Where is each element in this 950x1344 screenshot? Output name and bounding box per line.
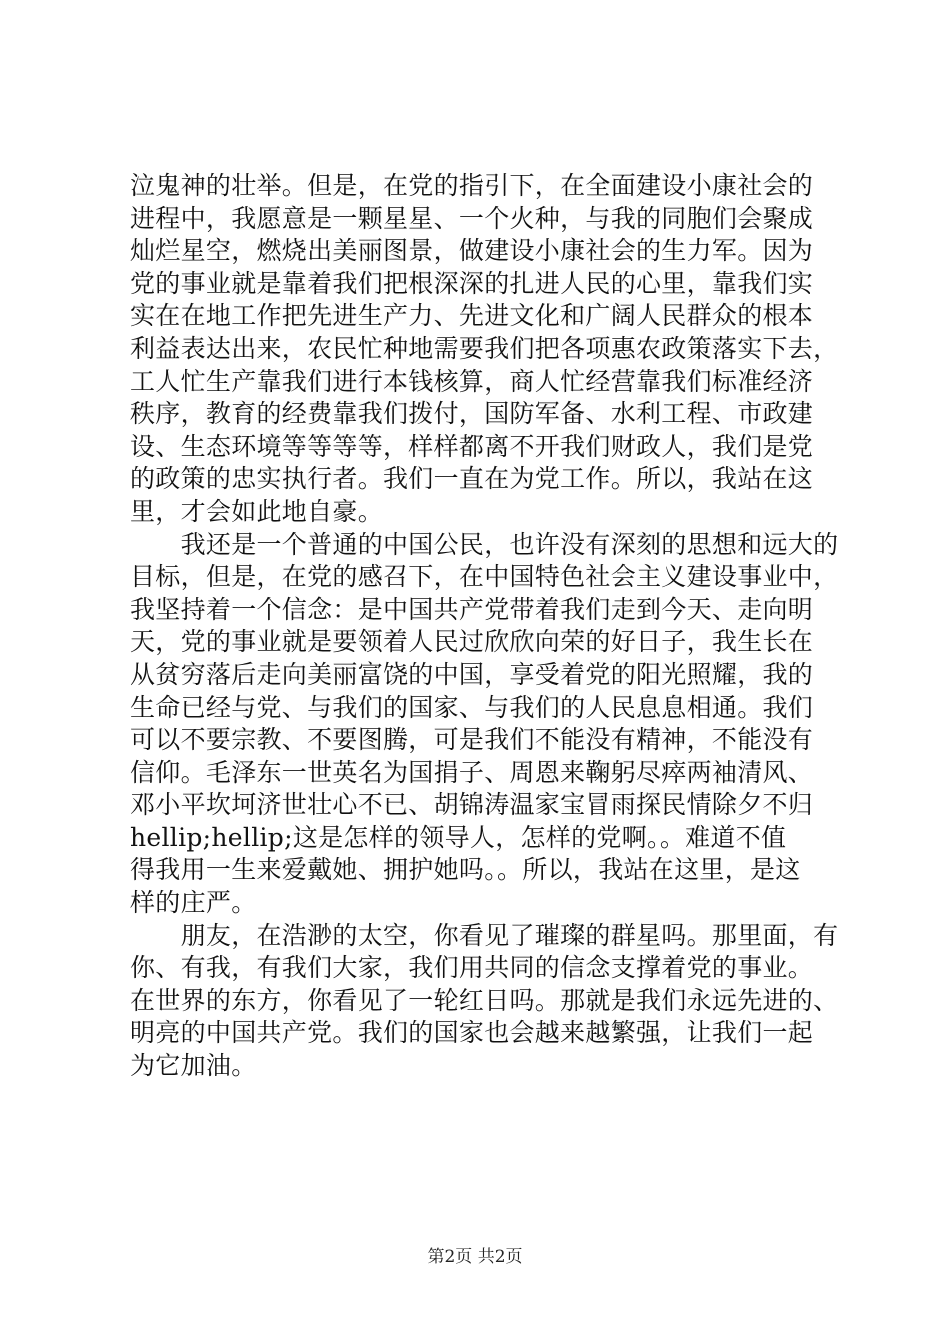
text-line: 进程中，我愿意是一颗星星、一个火种，与我的同胞们会聚成 [130, 203, 814, 233]
text-line: 可以不要宗教、不要图腾，可是我们不能没有精神，不能没有 [130, 725, 814, 755]
text-line: 实在在地工作把先进生产力、先进文化和广阔人民群众的根本 [130, 301, 814, 331]
text-line: 天，党的事业就是要领着人民过欣欣向荣的好日子，我生长在 [130, 627, 814, 657]
text-line: 泣鬼神的壮举。但是，在党的指引下，在全面建设小康社会的 [130, 171, 814, 200]
text-line: 工人忙生产靠我们进行本钱核算，商人忙经营靠我们标准经济 [130, 366, 814, 396]
text-line: 设、生态环境等等等等，样样都离不开我们财政人，我们是党 [130, 431, 814, 461]
text-line: 我还是一个普通的中国公民，也许没有深刻的思想和远大的 [130, 529, 839, 559]
text-line: hellip;hellip;这是怎样的领导人，怎样的党啊。。难道不值 [130, 822, 787, 852]
text-line: 目标，但是，在党的感召下，在中国特色社会主义建设事业中， [130, 562, 839, 592]
text-line: 的政策的忠实执行者。我们一直在为党工作。所以，我站在这 [130, 464, 814, 494]
text-line: 党的事业就是靠着我们把根深深的扎进人民的心里，靠我们实 [130, 268, 814, 298]
text-line: 秩序，教育的经费靠我们拨付，国防军备、水利工程、市政建 [130, 399, 814, 429]
text-line: 利益表达出来，农民忙种地需要我们把各项惠农政策落实下去， [130, 333, 839, 363]
text-line: 得我用一生来爱戴她、拥护她吗。。所以，我站在这里，是这 [130, 855, 801, 885]
text-line: 生命已经与党、与我们的国家、与我们的人民息息相通。我们 [130, 692, 814, 722]
text-line: 为它加油。 [130, 1051, 257, 1081]
text-line: 邓小平坎坷济世壮心不已、胡锦涛温家宝冒雨探民情除夕不归 [130, 790, 814, 820]
text-line: 朋友，在浩渺的太空，你看见了璀璨的群星吗。那里面，有 [130, 920, 839, 950]
page-number-footer: 第2页 共2页 [427, 1247, 523, 1267]
body-text [130, 170, 839, 1083]
text-line: 灿烂星空，燃烧出美丽图景，做建设小康社会的生力军。因为 [130, 236, 814, 266]
text-line: 信仰。毛泽东一世英名为国捐子、周恩来鞠躬尽瘁两袖清风、 [130, 757, 814, 787]
text-line: 你、有我，有我们大家，我们用共同的信念支撑着党的事业。 [130, 953, 814, 983]
text-line: 在世界的东方，你看见了一轮红日吗。那就是我们永远先进的、 [130, 985, 839, 1015]
text-line: 明亮的中国共产党。我们的国家也会越来越繁强，让我们一起 [130, 1018, 814, 1048]
text-line: 样的庄严。 [130, 888, 257, 918]
text-line: 里，才会如此地自豪。 [130, 496, 384, 526]
text-line: 我坚持着一个信念：是中国共产党带着我们走到今天、走向明 [130, 594, 814, 624]
text-line: 从贫穷落后走向美丽富饶的中国，享受着党的阳光照耀，我的 [130, 659, 814, 689]
